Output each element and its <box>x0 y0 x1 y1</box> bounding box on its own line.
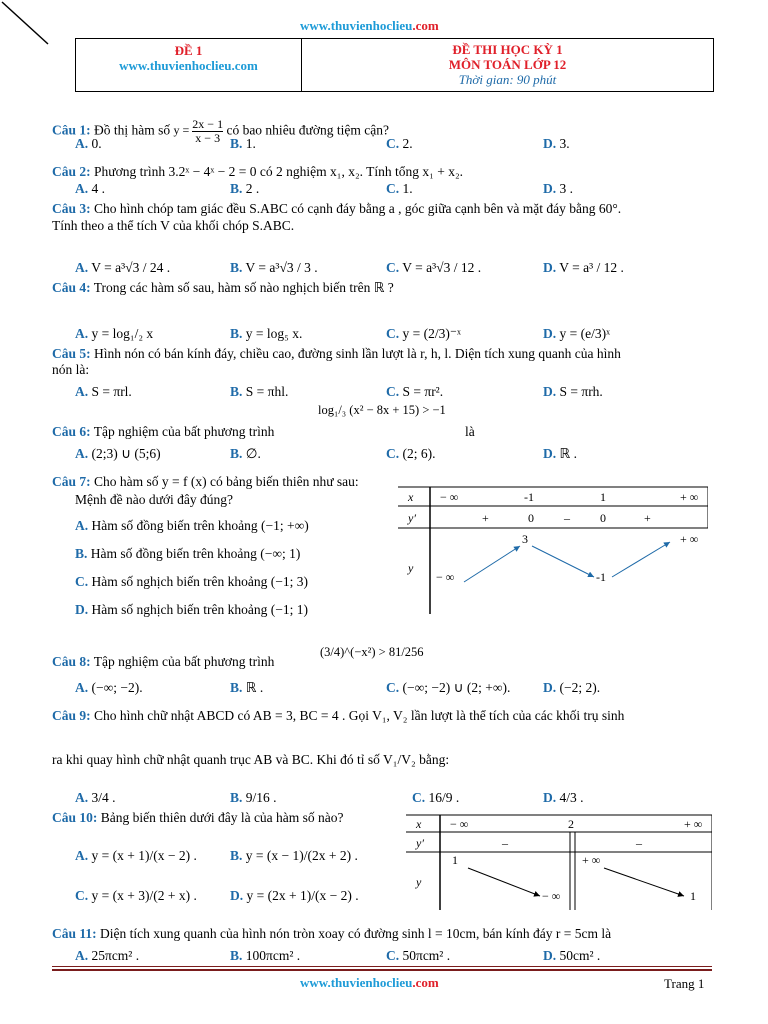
header-site[interactable]: www.thuvienhoclieu.com <box>119 58 258 73</box>
t7-y-4: -1 <box>596 570 606 584</box>
t7-y-2: + ∞ <box>680 532 699 546</box>
q1-option-b[interactable]: B. 1. <box>230 136 256 151</box>
t10-y-3: − ∞ <box>542 889 561 903</box>
q10-option-d[interactable]: D. y = (2x + 1)/(x − 2) . <box>230 888 359 903</box>
t10-y-1: 1 <box>452 853 458 867</box>
q3-option-b[interactable]: B. V = a³√3 / 3 . <box>230 260 318 275</box>
q5-option-d[interactable]: D. S = πrh. <box>543 384 603 399</box>
question-2: Câu 2: Phương trình 3.2ˣ − 4ˣ − 2 = 0 có 2 nghiệm x₁, x₂. Tính tổng x₁ + x₂. <box>52 164 464 179</box>
question-1: Câu 1: Đồ thị hàm số y = $\frac{2x - 1}{x - 3}$ có bao nhiêu đường tiệm cận? <box>52 117 389 145</box>
variation-table-7 <box>398 486 708 614</box>
t7-sign-1: + <box>482 511 489 525</box>
question-3: Câu 3: Cho hình chóp tam giác đều S.ABC có cạnh đáy bằng a , góc giữa cạnh bên và mặt đáy bằng 60°. <box>52 201 622 216</box>
t10-yp-label: y′ <box>416 836 424 850</box>
t7-sign-4: 0 <box>600 511 606 525</box>
q2-option-a[interactable]: A. 4 . <box>75 181 105 196</box>
q5-option-a[interactable]: A. S = πrl. <box>75 384 132 399</box>
t7-x-label: x <box>408 490 414 504</box>
question-11: Câu 11: Diện tích xung quanh của hình nón tròn xoay có đường sinh l = 10cm, bán kính đáy r = 5cm là <box>52 926 612 941</box>
q5-option-b[interactable]: B. S = πhl. <box>230 384 289 399</box>
t7-yp-label: y′ <box>408 511 416 525</box>
q7-option-b[interactable]: B. Hàm số đồng biến trên khoảng (−∞; 1) <box>75 546 301 561</box>
t10-sign-1: – <box>502 836 508 850</box>
q1-option-c[interactable]: C. 2. <box>386 136 413 151</box>
variation-table-10 <box>406 814 712 910</box>
q5-option-c[interactable]: C. S = πr². <box>386 384 444 399</box>
question-8-formula: (3/4)^(−x²) > 81/256 <box>320 645 424 659</box>
question-6-formula: log₁/₃ (x² − 8x + 15) > −1 <box>318 403 446 417</box>
corner-line <box>0 0 60 50</box>
q4-option-a[interactable]: A. y = log₁/₂ x <box>75 326 154 341</box>
question-6-after: là <box>465 424 475 439</box>
t10-x-1: − ∞ <box>450 817 469 831</box>
t10-x-3: + ∞ <box>684 817 703 831</box>
footer-rule-2 <box>52 969 712 971</box>
q10-option-a[interactable]: A. y = (x + 1)/(x − 2) . <box>75 848 197 863</box>
t10-y-label: y <box>416 875 422 889</box>
exam-header <box>75 38 714 92</box>
page-number: Trang 1 <box>664 976 705 991</box>
question-3-line2: Tính theo a thể tích V của khối chóp S.ABC. <box>52 218 295 233</box>
q11-option-d[interactable]: D. 50cm² . <box>543 948 601 963</box>
q4-option-d[interactable]: D. y = (e/3)ˣ <box>543 326 610 341</box>
q6-option-c[interactable]: C. (2; 6). <box>386 446 436 461</box>
q7-option-a[interactable]: A. Hàm số đồng biến trên khoảng (−1; +∞) <box>75 518 309 533</box>
q10-option-c[interactable]: C. y = (x + 3)/(2 + x) . <box>75 888 197 903</box>
t7-sign-2: 0 <box>528 511 534 525</box>
q9-option-c[interactable]: C. 16/9 . <box>412 790 460 805</box>
exam-subject: MÔN TOÁN LỚP 12 <box>448 57 567 72</box>
question-7: Câu 7: Cho hàm số y = f (x) có bảng biến thiên như sau: <box>52 474 359 489</box>
t7-y-label: y <box>408 561 414 575</box>
question-4: Câu 4: Trong các hàm số sau, hàm số nào nghịch biến trên ℝ ? <box>52 280 394 295</box>
q8-option-b[interactable]: B. ℝ . <box>230 680 264 695</box>
q9-option-a[interactable]: A. 3/4 . <box>75 790 116 805</box>
q11-option-b[interactable]: B. 100πcm² . <box>230 948 301 963</box>
q6-option-a[interactable]: A. (2;3) ∪ (5;6) <box>75 446 161 461</box>
t10-x-label: x <box>416 817 422 831</box>
q3-option-a[interactable]: A. V = a³√3 / 24 . <box>75 260 171 275</box>
q11-option-c[interactable]: C. 50πcm² . <box>386 948 451 963</box>
t10-sign-2: – <box>636 836 642 850</box>
q8-option-c[interactable]: C. (−∞; −2) ∪ (2; +∞). <box>386 680 511 695</box>
footer-site-link[interactable]: www.thuvienhoclieu.com <box>300 975 439 990</box>
question-6: Câu 6: Tập nghiệm của bất phương trình <box>52 424 275 439</box>
q3-option-c[interactable]: C. V = a³√3 / 12 . <box>386 260 482 275</box>
t10-y-4: 1 <box>690 889 696 903</box>
q7-option-d[interactable]: D. Hàm số nghịch biến trên khoảng (−1; 1) <box>75 602 308 617</box>
t7-x-2: -1 <box>524 490 534 504</box>
t7-sign-5: + <box>644 511 651 525</box>
t7-x-4: + ∞ <box>680 490 699 504</box>
footer-rule <box>52 966 712 967</box>
q11-option-a[interactable]: A. 25πcm² . <box>75 948 140 963</box>
exam-title: ĐỀ THI HỌC KỲ 1 <box>452 42 563 57</box>
t7-y-3: − ∞ <box>436 570 455 584</box>
q2-option-c[interactable]: C. 1. <box>386 181 413 196</box>
question-5: Câu 5: Hình nón có bán kính đáy, chiều cao, đường sinh lần lượt là r, h, l. Diện tích xung quanh của hình <box>52 346 621 361</box>
q2-option-d[interactable]: D. 3 . <box>543 181 573 196</box>
q2-option-b[interactable]: B. 2 . <box>230 181 260 196</box>
q4-option-c[interactable]: C. y = (2/3)⁻ˣ <box>386 326 461 341</box>
q8-option-d[interactable]: D. (−2; 2). <box>543 680 601 695</box>
t7-y-1: 3 <box>522 532 528 546</box>
question-9: Câu 9: Cho hình chữ nhật ABCD có AB = 3, BC = 4 . Gọi V₁, V₂ lần lượt là thể tích của các khối trụ sinh <box>52 708 625 723</box>
t10-y-2: + ∞ <box>582 853 601 867</box>
exam-number: ĐỀ 1 <box>174 43 203 58</box>
question-9-line2: ra khi quay hình chữ nhật quanh trục AB và BC. Khi đó tỉ số V₁/V₂ bằng: <box>52 752 450 767</box>
q9-option-b[interactable]: B. 9/16 . <box>230 790 277 805</box>
q6-option-b[interactable]: B. ∅. <box>230 446 261 461</box>
q9-option-d[interactable]: D. 4/3 . <box>543 790 584 805</box>
question-8: Câu 8: Tập nghiệm của bất phương trình <box>52 654 275 669</box>
q7-option-c[interactable]: C. Hàm số nghịch biến trên khoảng (−1; 3) <box>75 574 308 589</box>
q4-option-b[interactable]: B. y = log₅ x. <box>230 326 303 341</box>
q1-option-d[interactable]: D. 3. <box>543 136 570 151</box>
q10-option-b[interactable]: B. y = (x − 1)/(2x + 2) . <box>230 848 358 863</box>
t7-x-1: − ∞ <box>440 490 459 504</box>
q3-option-d[interactable]: D. V = a³ / 12 . <box>543 260 624 275</box>
exam-time: Thời gian: 90 phút <box>458 72 557 87</box>
q6-option-d[interactable]: D. ℝ . <box>543 446 577 461</box>
question-5-line2: nón là: <box>52 362 90 377</box>
top-site-link[interactable]: www.thuvienhoclieu.com <box>300 18 439 33</box>
t10-x-2: 2 <box>568 817 574 831</box>
q1-option-a[interactable]: A. 0. <box>75 136 102 151</box>
question-7-line2: Mệnh đề nào dưới đây đúng? <box>75 492 234 507</box>
t7-sign-3: – <box>564 511 570 525</box>
t7-x-3: 1 <box>600 490 606 504</box>
q8-option-a[interactable]: A. (−∞; −2). <box>75 680 143 695</box>
question-10: Câu 10: Bảng biến thiên dưới đây là của hàm số nào? <box>52 810 344 825</box>
